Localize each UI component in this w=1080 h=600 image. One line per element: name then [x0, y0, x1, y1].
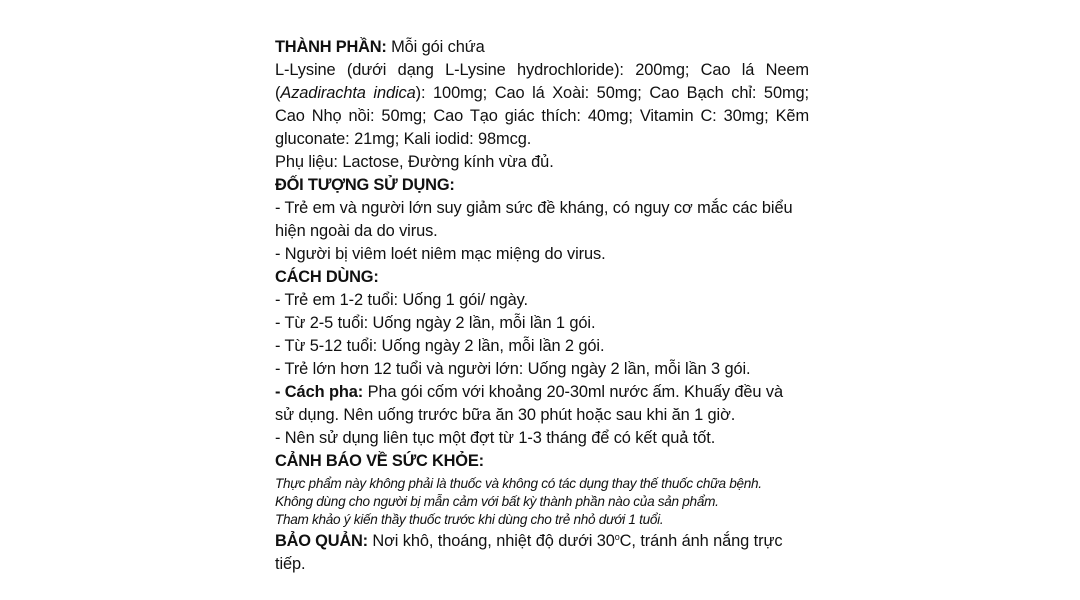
target-users-line: - Người bị viêm loét niêm mạc miệng do virus.	[275, 245, 606, 263]
warning-block	[275, 473, 809, 530]
warning-line: Không dùng cho người bị mẫn cảm với bất kỳ thành phần nào của sản phẩm.	[275, 494, 719, 509]
ingredients-line: Cao Nhọ nồi: 50mg; Cao Tạo giác thích: 40mg; Vitamin C: 30mg; Kẽm	[275, 107, 809, 125]
product-label-document	[275, 36, 809, 576]
usage-heading: CÁCH DÙNG:	[275, 268, 379, 286]
preparation-line: sử dụng. Nên uống trước bữa ăn 30 phút hoặc sau khi ăn 1 giờ.	[275, 406, 736, 424]
target-users-line: - Trẻ em và người lớn suy giảm sức đề kháng, có nguy cơ mắc các biểu	[275, 199, 793, 217]
storage-line: BẢO QUẢN: Nơi khô, thoáng, nhiệt độ dưới 30$^o$C, tránh ánh nắng trực	[275, 532, 783, 550]
storage-line: tiếp.	[275, 555, 306, 573]
warning-line: Thực phẩm này không phải là thuốc và không có tác dụng thay thế thuốc chữa bệnh.	[275, 476, 762, 491]
preparation-label: - Cách pha:	[275, 383, 364, 401]
usage-line: - Trẻ lớn hơn 12 tuổi và người lớn: Uống ngày 2 lần, mỗi lần 3 gói.	[275, 360, 751, 378]
target-users-heading: ĐỐI TƯỢNG SỬ DỤNG:	[275, 176, 455, 194]
usage-line: - Trẻ em 1-2 tuổi: Uống 1 gói/ ngày.	[275, 291, 529, 309]
warning-line: Tham khảo ý kiến thầy thuốc trước khi dùng cho trẻ nhỏ dưới 1 tuổi.	[275, 512, 664, 527]
scientific-name: Azadirachta indica	[280, 84, 416, 102]
ingredients-line: (Azadirachta indica): 100mg; Cao lá Xoài: 50mg; Cao Bạch chỉ: 50mg;	[275, 84, 809, 102]
duration-line: - Nên sử dụng liên tục một đợt từ 1-3 tháng để có kết quả tốt.	[275, 429, 716, 447]
ingredients-line: L-Lysine (dưới dạng L-Lysine hydrochloride): 200mg; Cao lá Neem	[275, 61, 809, 79]
target-users-line: hiện ngoài da do virus.	[275, 222, 438, 240]
preparation-line: - Cách pha: Pha gói cốm với khoảng 20-30ml nước ấm. Khuấy đều và	[275, 383, 784, 401]
storage-heading: BẢO QUẢN:	[275, 532, 368, 550]
usage-line: - Từ 2-5 tuổi: Uống ngày 2 lần, mỗi lần 1 gói.	[275, 314, 596, 332]
ingredients-intro: Mỗi gói chứa	[386, 38, 485, 56]
warning-heading: CẢNH BÁO VỀ SỨC KHỎE:	[275, 452, 484, 470]
ingredients-heading: THÀNH PHẦN:	[275, 38, 387, 56]
usage-line: - Từ 5-12 tuổi: Uống ngày 2 lần, mỗi lần 2 gói.	[275, 337, 605, 355]
degree-symbol: o	[614, 532, 620, 542]
excipients-line: Phụ liệu: Lactose, Đường kính vừa đủ.	[275, 153, 554, 171]
ingredients-line: gluconate: 21mg; Kali iodid: 98mcg.	[275, 130, 532, 148]
ingredients-heading-line	[275, 36, 809, 59]
